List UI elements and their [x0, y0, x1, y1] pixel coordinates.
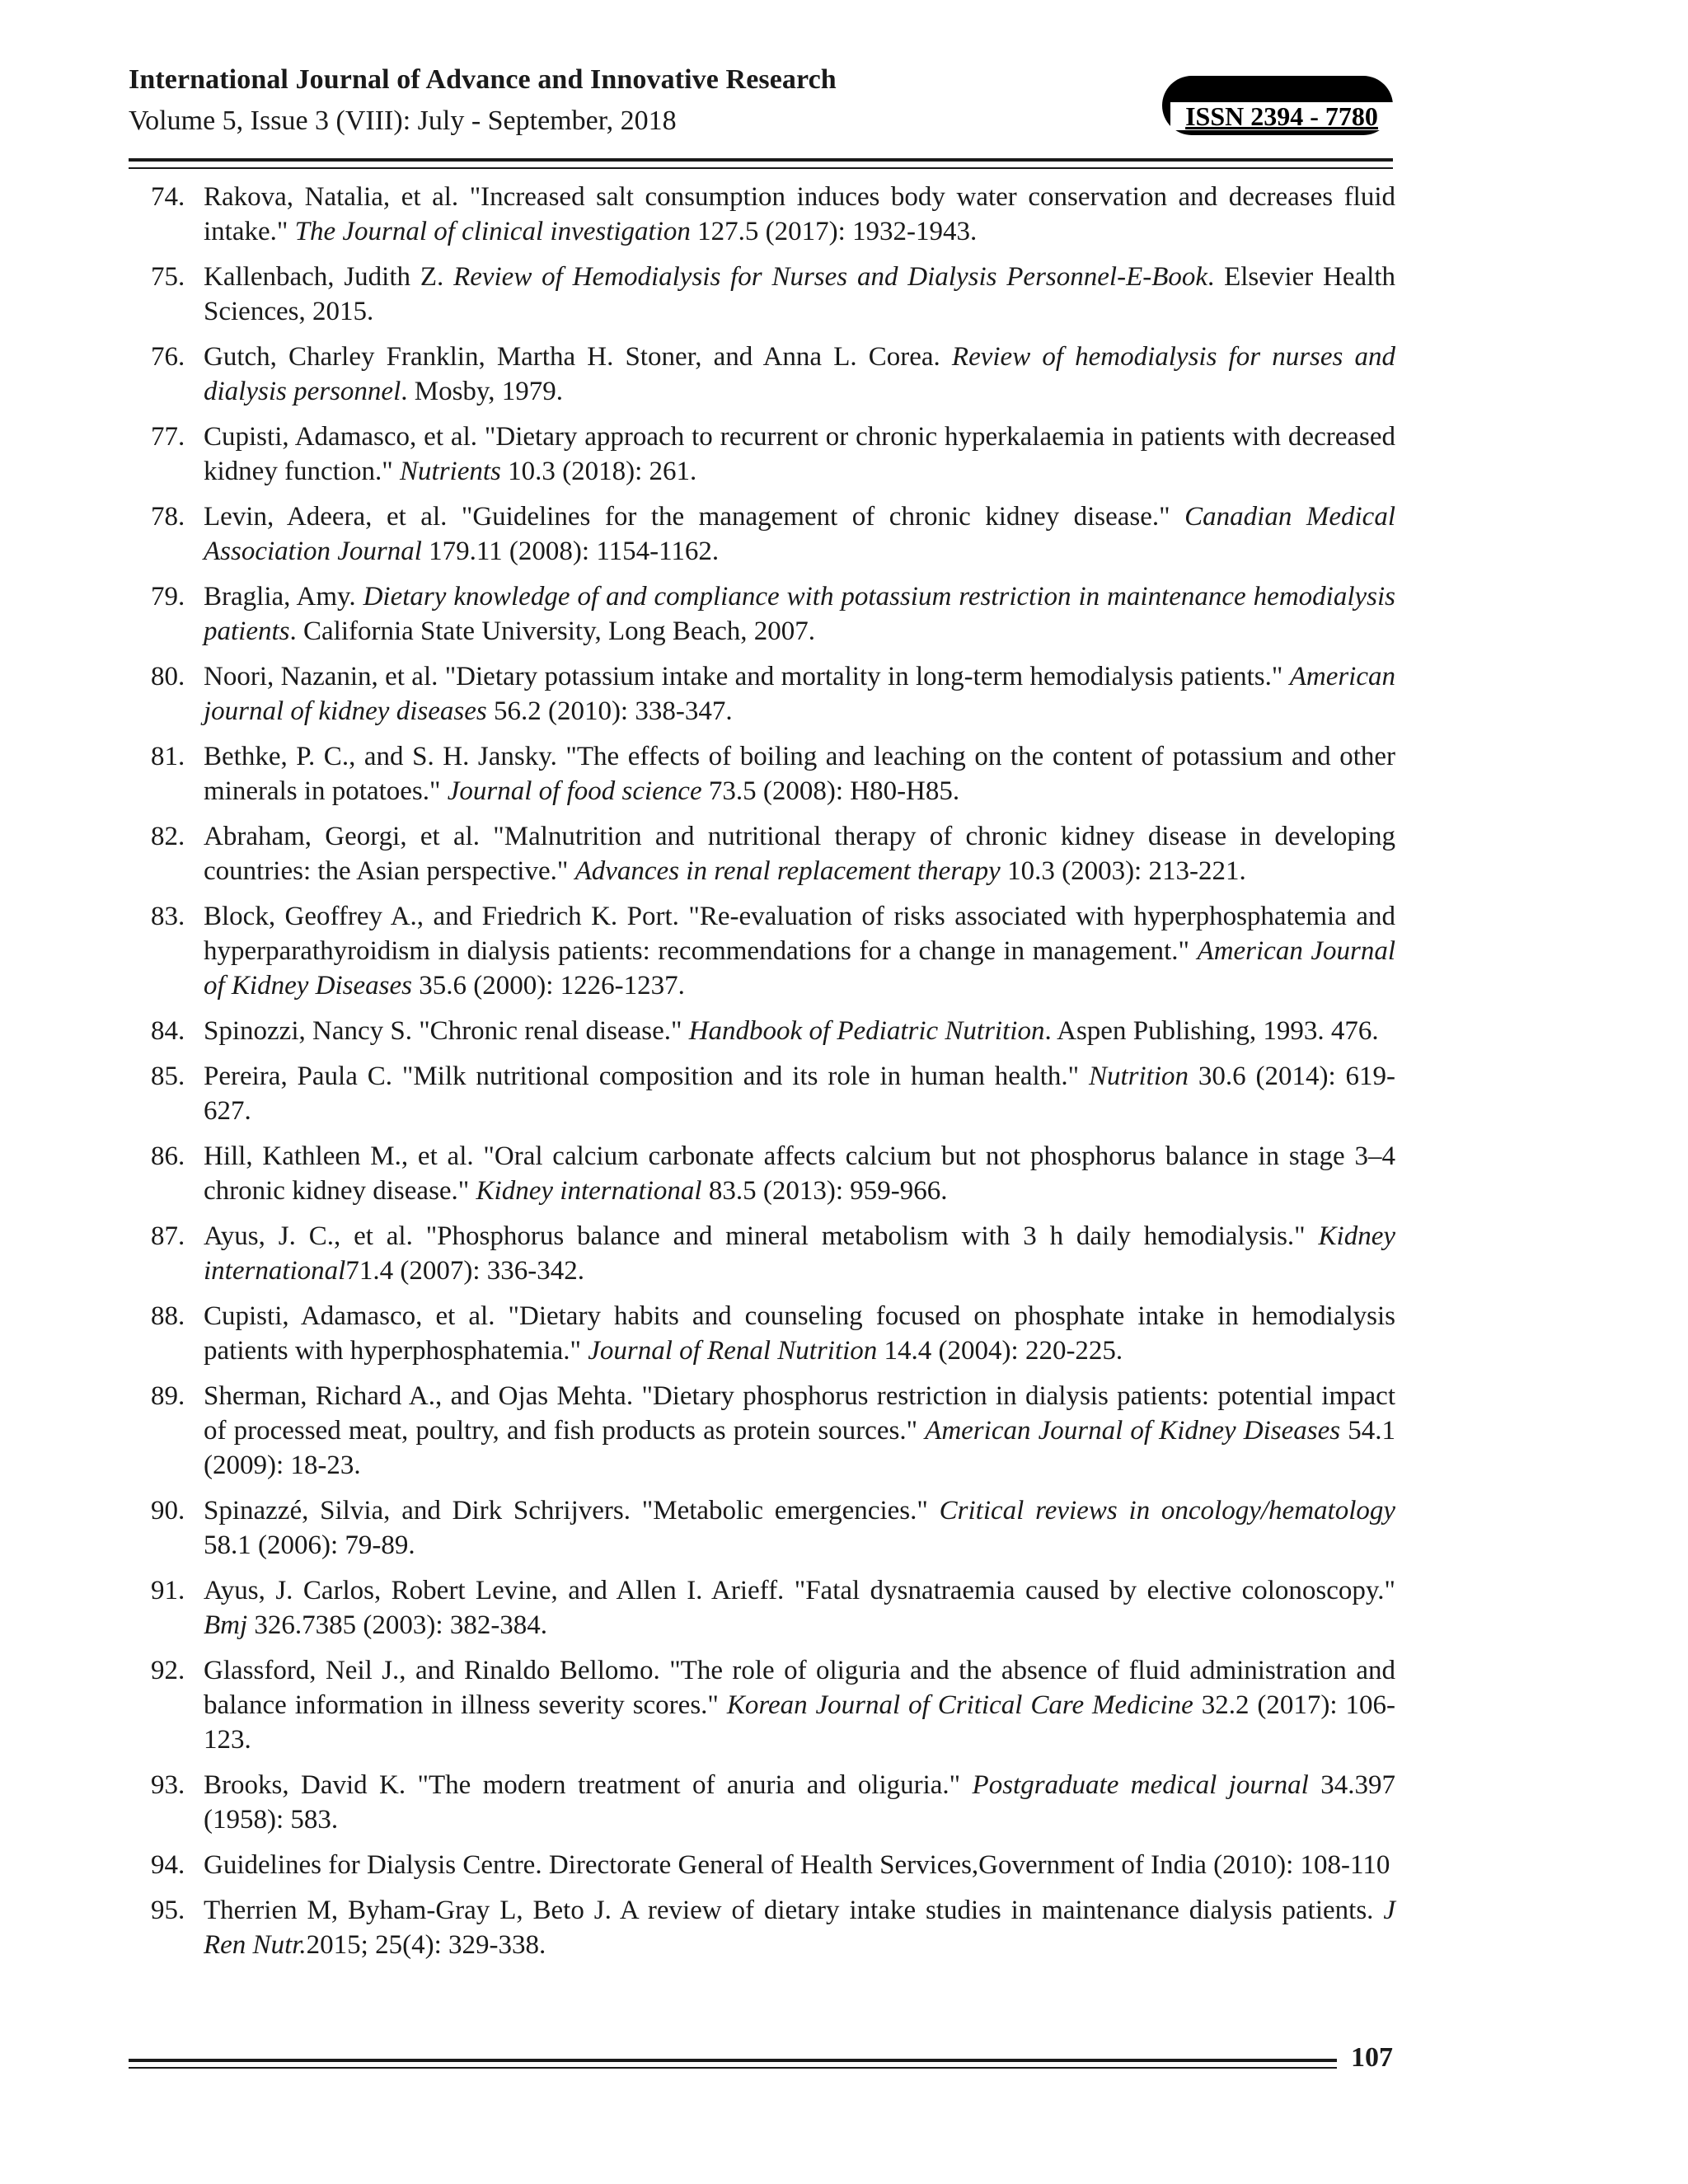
- reference-text-segment: Spinozzi, Nancy S. "Chronic renal disease.": [204, 1016, 689, 1046]
- reference-text-segment: Glassford, Neil J., and Rinaldo Bellomo. "The role of oliguria and the absence of fluid administration and balance information in illness severity scores.": [204, 1656, 1395, 1720]
- reference-item: [151, 499, 1395, 569]
- reference-text-segment: Kallenbach, Judith Z.: [204, 262, 454, 292]
- reference-source-title: Bmj: [204, 1610, 248, 1640]
- reference-item: [151, 1219, 1395, 1288]
- reference-source-title: Nutrition: [1088, 1062, 1189, 1091]
- reference-number: 79.: [151, 582, 185, 612]
- reference-text: [204, 902, 1395, 1001]
- reference-text: [204, 262, 1395, 326]
- reference-text-segment: 32.2 (2017): 106-123.: [204, 1690, 1395, 1755]
- reference-source-title: Advances in renal replacement therapy: [574, 856, 1001, 886]
- reference-item: [151, 1848, 1395, 1882]
- reference-text-segment: Guidelines for Dialysis Centre. Directorate General of Health Services,Government of India (2010): 108-110: [204, 1850, 1390, 1880]
- footer-rule-thick: [129, 2059, 1337, 2062]
- reference-text: [204, 1221, 1395, 1286]
- reference-text-segment: Levin, Adeera, et al. "Guidelines for the management of chronic kidney disease.": [204, 502, 1185, 532]
- reference-number: 80.: [151, 662, 185, 691]
- reference-number: 91.: [151, 1576, 185, 1605]
- reference-item: [151, 1379, 1395, 1483]
- reference-text: [204, 1141, 1395, 1206]
- reference-text-segment: Ayus, J. Carlos, Robert Levine, and Allen I. Arieff. "Fatal dysnatraemia caused by elective colonoscopy.": [204, 1576, 1395, 1605]
- reference-text: [204, 822, 1395, 886]
- reference-item: [151, 260, 1395, 329]
- reference-source-title: The Journal of clinical investigation: [294, 217, 691, 246]
- reference-source-title: J Ren Nutr.: [204, 1896, 1395, 1960]
- reference-text: [204, 1301, 1395, 1366]
- reference-text-segment: 83.5 (2013): 959-966.: [701, 1176, 948, 1206]
- reference-item: [151, 180, 1395, 249]
- page-number: 107: [1351, 2042, 1393, 2073]
- reference-item: [151, 819, 1395, 888]
- reference-text-segment: 34.397 (1958): 583.: [204, 1770, 1396, 1835]
- reference-number: 93.: [151, 1770, 185, 1800]
- reference-text-segment: 73.5 (2008): H80-H85.: [701, 776, 960, 806]
- header-rule-thick: [129, 158, 1393, 162]
- reference-item: [151, 1573, 1395, 1643]
- reference-text: [204, 1850, 1390, 1880]
- reference-text-segment: 35.6 (2000): 1226-1237.: [411, 971, 685, 1001]
- reference-source-title: American Journal of Kidney Diseases: [925, 1416, 1341, 1446]
- reference-text-segment: Rakova, Natalia, et al. "Increased salt consumption induces body water conservation and decreases fluid intake.": [204, 182, 1395, 246]
- header-rule-thin: [129, 167, 1393, 169]
- reference-source-title: Canadian Medical Association Journal: [204, 502, 1395, 566]
- reference-item: [151, 659, 1395, 729]
- reference-text-segment: Cupisti, Adamasco, et al. "Dietary habits and counseling focused on phosphate intake in hemodialysis patients with hyperphosphatemia.": [204, 1301, 1395, 1366]
- reference-text-segment: 14.4 (2004): 220-225.: [877, 1336, 1123, 1366]
- reference-source-title: Nutrients: [400, 457, 501, 486]
- reference-item: [151, 579, 1395, 649]
- reference-text-segment: Gutch, Charley Franklin, Martha H. Stoner, and Anna L. Corea.: [204, 342, 952, 372]
- reference-text-segment: . Aspen Publishing, 1993. 476.: [1044, 1016, 1379, 1046]
- reference-text-segment: Therrien M, Byham-Gray L, Beto J. A review of dietary intake studies in maintenance dialysis patients.: [204, 1896, 1384, 1925]
- reference-source-title: Review of hemodialysis for nurses and dialysis personnel: [204, 342, 1395, 406]
- reference-number: 82.: [151, 822, 185, 851]
- reference-text-segment: Abraham, Georgi, et al. "Malnutrition and nutritional therapy of chronic kidney disease in developing countries: the Asian perspective.": [204, 822, 1395, 886]
- reference-item: [151, 1893, 1395, 1962]
- reference-text-segment: 10.3 (2018): 261.: [500, 457, 697, 486]
- reference-text-segment: Cupisti, Adamasco, et al. "Dietary approach to recurrent or chronic hyperkalaemia in patients with decreased kidney function.": [204, 422, 1395, 486]
- reference-text-segment: Spinazzé, Silvia, and Dirk Schrijvers. "Metabolic emergencies.": [204, 1496, 940, 1526]
- reference-text: [204, 342, 1395, 406]
- reference-text-segment: 326.7385 (2003): 382-384.: [247, 1610, 548, 1640]
- reference-text-segment: 54.1 (2009): 18-23.: [204, 1416, 1395, 1480]
- reference-text-segment: 56.2 (2010): 338-347.: [486, 696, 733, 726]
- reference-text-segment: Braglia, Amy.: [204, 582, 363, 612]
- reference-text: [204, 422, 1395, 486]
- reference-source-title: Korean Journal of Critical Care Medicine: [726, 1690, 1193, 1720]
- reference-source-title: American Journal of Kidney Diseases: [204, 936, 1395, 1001]
- reference-text: [204, 742, 1395, 806]
- reference-text: [204, 1496, 1395, 1560]
- reference-list: [151, 180, 1395, 1973]
- reference-item: [151, 1768, 1395, 1837]
- reference-source-title: Critical reviews in oncology/hematology: [939, 1496, 1396, 1526]
- reference-text: [204, 1576, 1395, 1640]
- reference-text-segment: 127.5 (2017): 1932-1943.: [690, 217, 978, 246]
- reference-text-segment: Block, Geoffrey A., and Friedrich K. Port. "Re-evaluation of risks associated with hyperphosphatemia and hyperparathyroidism in dialysis patients: recommendations for a change in management.": [204, 902, 1395, 966]
- reference-number: 75.: [151, 262, 185, 292]
- reference-item: [151, 1493, 1395, 1563]
- reference-number: 95.: [151, 1896, 185, 1925]
- journal-title: International Journal of Advance and Innovative Research: [129, 64, 837, 95]
- reference-number: 77.: [151, 422, 185, 452]
- issn-label: ISSN 2394 - 7780: [1170, 102, 1393, 130]
- reference-number: 90.: [151, 1496, 185, 1526]
- reference-text-segment: 179.11 (2008): 1154-1162.: [421, 537, 720, 566]
- reference-number: 94.: [151, 1850, 185, 1880]
- reference-source-title: Review of Hemodialysis for Nurses and Dialysis Personnel-E-Book: [453, 262, 1208, 292]
- reference-text: [204, 662, 1395, 726]
- reference-text-segment: Ayus, J. C., et al. "Phosphorus balance and mineral metabolism with 3 h daily hemodialysis.": [204, 1221, 1319, 1251]
- reference-text-segment: Noori, Nazanin, et al. "Dietary potassium intake and mortality in long-term hemodialysis patients.": [204, 662, 1290, 691]
- footer-rule-thin: [129, 2067, 1337, 2069]
- reference-source-title: Postgraduate medical journal: [972, 1770, 1309, 1800]
- reference-number: 87.: [151, 1221, 185, 1251]
- reference-source-title: Kidney international: [204, 1221, 1395, 1286]
- reference-text-segment: 10.3 (2003): 213-221.: [1000, 856, 1246, 886]
- reference-text: [204, 1062, 1395, 1126]
- reference-text-segment: Sherman, Richard A., and Ojas Mehta. "Dietary phosphorus restriction in dialysis patients: potential impact of processed meat, poultry, and fish products as protein sources.": [204, 1381, 1395, 1446]
- reference-text-segment: Pereira, Paula C. "Milk nutritional composition and its role in human health.": [204, 1062, 1089, 1091]
- reference-text: [204, 182, 1395, 246]
- reference-number: 81.: [151, 742, 185, 771]
- reference-item: [151, 1139, 1395, 1208]
- reference-text-segment: 2015; 25(4): 329-338.: [306, 1930, 546, 1960]
- reference-number: 84.: [151, 1016, 185, 1046]
- reference-text: [204, 502, 1395, 566]
- reference-text-segment: . Elsevier Health Sciences, 2015.: [204, 262, 1396, 326]
- reference-number: 78.: [151, 502, 185, 532]
- reference-item: [151, 419, 1395, 489]
- reference-item: [151, 340, 1395, 409]
- reference-number: 88.: [151, 1301, 185, 1331]
- reference-source-title: Journal of Renal Nutrition: [588, 1336, 878, 1366]
- reference-item: [151, 1653, 1395, 1757]
- reference-text-segment: 71.4 (2007): 336-342.: [345, 1256, 584, 1286]
- reference-number: 92.: [151, 1656, 185, 1685]
- reference-text-segment: . Mosby, 1979.: [401, 377, 564, 406]
- reference-text-segment: Hill, Kathleen M., et al. "Oral calcium carbonate affects calcium but not phosphorus balance in stage 3–4 chronic kidney disease.": [204, 1141, 1395, 1206]
- reference-text: [204, 1381, 1395, 1480]
- reference-text: [204, 1016, 1379, 1046]
- reference-item: [151, 1059, 1395, 1128]
- reference-text-segment: 58.1 (2006): 79-89.: [204, 1530, 415, 1560]
- journal-volume: Volume 5, Issue 3 (VIII): July - September, 2018: [129, 105, 677, 136]
- reference-text-segment: . California State University, Long Beach, 2007.: [289, 616, 816, 646]
- reference-item: [151, 739, 1395, 808]
- reference-number: 76.: [151, 342, 185, 372]
- reference-item: [151, 1014, 1395, 1048]
- reference-text: [204, 582, 1395, 646]
- reference-text-segment: Bethke, P. C., and S. H. Jansky. "The effects of boiling and leaching on the content of potassium and other minerals in potatoes.": [204, 742, 1395, 806]
- reference-text: [204, 1770, 1395, 1835]
- reference-text: [204, 1656, 1395, 1755]
- reference-number: 74.: [151, 182, 185, 212]
- reference-text-segment: 30.6 (2014): 619-627.: [204, 1062, 1395, 1126]
- reference-number: 83.: [151, 902, 185, 931]
- reference-item: [151, 899, 1395, 1003]
- reference-source-title: Dietary knowledge of and compliance with potassium restriction in maintenance hemodialysis patients: [204, 582, 1395, 646]
- reference-source-title: Handbook of Pediatric Nutrition: [688, 1016, 1045, 1046]
- reference-number: 85.: [151, 1062, 185, 1091]
- reference-text-segment: Brooks, David K. "The modern treatment of anuria and oliguria.": [204, 1770, 973, 1800]
- reference-number: 89.: [151, 1381, 185, 1411]
- reference-source-title: American journal of kidney diseases: [204, 662, 1395, 726]
- reference-item: [151, 1299, 1395, 1368]
- reference-source-title: Kidney international: [476, 1176, 702, 1206]
- reference-number: 86.: [151, 1141, 185, 1171]
- reference-source-title: Journal of food science: [447, 776, 702, 806]
- reference-text: [204, 1896, 1395, 1960]
